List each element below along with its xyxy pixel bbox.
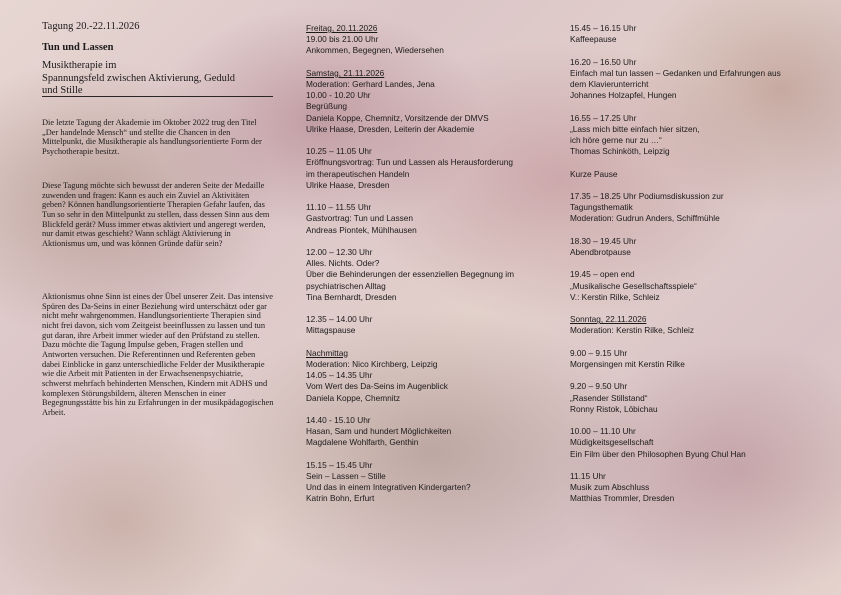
program-line: 16.20 – 16.50 Uhr [570,56,637,67]
program-line: Ankommen, Begegnen, Wiedersehen [306,45,444,56]
program-entry [306,460,550,505]
program-line: 19.45 – open end [570,269,635,280]
program-line: 11.15 Uhr [570,470,606,481]
program-line: Magdalene Wohlfarth, Genthin [306,437,419,448]
program-line [306,348,550,359]
program-line: Thomas Schinköth, Leipzig [570,146,670,157]
program-entry [570,269,815,303]
program-line: Und das in einem Integrativen Kindergarten? [306,482,471,493]
program-line: „Musikalische Gesellschaftsspiele“ [570,280,697,291]
program-line: Daniela Koppe, Chemnitz, Vorsitzende der DMVS [306,112,489,123]
program-entry [306,314,550,336]
program-line: Abendbrotpause [570,246,631,257]
program-line: Sein – Lassen – Stille [306,471,386,481]
conference-date: Tagung 20.-22.11.2026 [42,21,140,32]
program-line: 16.55 – 17.25 Uhr [570,112,637,123]
program-line: Mittagspause [306,325,356,336]
program-entry [570,236,815,258]
program-line: V.: Kerstin Rilke, Schleiz [570,291,660,302]
program-line: Daniela Koppe, Chemnitz [306,392,401,403]
program-line: Moderation: Gerhard Landes, Jena [306,79,435,89]
program-entry [570,426,815,460]
conference-title: Tun und Lassen [42,42,114,53]
program-line: ich höre gerne nur zu …“ [570,135,662,145]
program-entry [570,381,815,415]
program-line: Tina Bernhardt, Dresden [306,291,397,302]
program-line: Hasan, Sam und hundert Möglichkeiten [306,426,452,437]
program-line: 12.35 – 14.00 Uhr [306,314,373,325]
program-entry [306,146,550,191]
program-line: Müdigkeitsgesellschaft [570,437,654,448]
program-entry [306,68,550,135]
program-line: Ein Film über den Philosophen Byung Chul Han [570,448,746,459]
program-line: 10.00 – 11.10 Uhr [570,426,636,437]
program-line: Musik zum Abschluss [570,482,650,493]
program-line: Alles. Nichts. Oder? [306,258,380,269]
conference-subtitle [42,60,274,98]
program-line [570,314,815,325]
program-line: Moderation: Nico Kirchberg, Leipzig [306,359,438,369]
day-heading: Samstag, 21.11.2026 [306,67,385,78]
program-line: Tagungsthematik [570,202,633,213]
program-entry [306,23,550,57]
program-entry [306,247,550,303]
program-entry [306,415,550,449]
program-entry [570,113,815,158]
program-column-saturday-sunday [570,23,815,516]
program-entry [306,348,550,404]
program-line: Ulrike Haase, Dresden, Leiterin der Akademie [306,123,475,134]
program-line: „Rasender Stillstand“ [570,392,648,403]
program-line: Ulrike Haase, Dresden [306,179,390,190]
program-line: 15.15 – 15.45 Uhr [306,459,373,470]
day-heading: Freitag, 20.11.2026 [306,23,378,33]
program-column-friday-saturday [306,23,550,516]
program-line: Eröffnungsvortrag: Tun und Lassen als Herausforderung [306,157,513,168]
intro-paragraph: Die letzte Tagung der Akademie im Oktober 2022 trug den Titel „Der handelnde Mensch“ und stellte die Chancen in den Mittelpunkt, die Musiktherapie als handlungsorientierte Form der Psychotherapie besitzt. [42,118,262,156]
program-entry [570,471,815,505]
program-entry [570,169,815,180]
program-line: Gastvortrag: Tun und Lassen [306,213,414,224]
program-line: Moderation: Kerstin Rilke, Schleiz [570,325,695,336]
program-line: 9.00 – 9.15 Uhr [570,347,628,358]
program-entry [570,191,815,225]
program-line: 19.00 bis 21.00 Uhr [306,34,379,45]
program-line: „Lass mich bitte einfach hier sitzen, [570,123,700,134]
program-line: Kaffeepause [570,34,617,45]
program-line: 15.45 – 16.15 Uhr [570,23,637,33]
question-paragraph: Diese Tagung möchte sich bewusst der anderen Seite der Medaille zuwenden und fragen: Kann es auch ein Zuviel an Aktivitäten geben? Können handlungsorientierte Therapien Gefahr laufen, das Tun so sehr in den Mittelpunkt zu stellen, dass dessen Sinn aus dem Blickfeld gerät? Muss immer etwas aktiviert und angeregt werden, nur damit etwas geschieht? Wann schlägt Aktivierung in Aktionismus um, und was können Gründe dafür sein? [42,181,270,248]
program-line: Über die Behinderungen der essenziellen Begegnung im [306,269,515,280]
program-entry [306,202,550,236]
subtitle-line: Musiktherapie im [42,60,117,71]
program-line: Moderation: Gudrun Anders, Schiffmühle [570,213,720,224]
program-line: Andreas Piontek, Mühlhausen [306,224,417,235]
program-line: 18.30 – 19.45 Uhr [570,235,637,246]
title-divider [42,96,273,97]
program-line [306,68,550,79]
day-heading: Nachmittag [306,347,348,358]
program-line: 9.20 – 9.50 Uhr [570,381,628,392]
program-line: 10.25 – 11.05 Uhr [306,146,372,157]
program-line: 14.05 – 14.35 Uhr [306,370,373,381]
program-line: psychiatrischen Alltag [306,280,386,291]
subtitle-line: und Stille [42,85,83,96]
program-line [306,23,550,34]
program-line: Ronny Ristok, Löbichau [570,403,658,414]
program-line: Vom Wert des Da-Seins im Augenblick [306,381,448,392]
program-line: Matthias Trommler, Dresden [570,493,675,504]
program-line: Einfach mal tun lassen – Gedanken und Erfahrungen aus [570,67,781,78]
program-line: 10.00 - 10.20 Uhr [306,90,371,101]
subtitle-line: Spannungsfeld zwischen Aktivierung, Geduld [42,72,236,84]
program-entry [570,57,815,102]
program-line: dem Klavierunterricht [570,79,649,89]
program-line: 11.10 – 11.55 Uhr [306,202,372,213]
program-line: 17.35 – 18.25 Uhr Podiumsdiskussion zur [570,190,724,201]
program-line: Johannes Holzapfel, Hungen [570,90,677,101]
program-line: Katrin Bohn, Erfurt [306,493,375,504]
program-entry [570,23,815,45]
program-entry [570,314,815,336]
aktionismus-paragraph: Aktionismus ohne Sinn ist eines der Übel unserer Zeit. Das intensive Spüren des Da-Seins in einer Beziehung wird unterschätzt oder gar nicht mehr wahrgenommen. Handlungsorientierte Therapien sind nicht frei davon, sich vom Zeitgeist beeinflussen zu lassen und tun gut daran, ihre Arbeit immer wieder auf den Prüfstand zu stellen. Dazu möchte die Tagung Impulse geben, Fragen stellen und Antworten versuchen. Die Referentinnen und Referenten geben dabei Einblicke in ganz unterschiedliche Felder der Musiktherapie wie die Arbeit mit Patienten in der Erwachsenenpsychiatrie, schwerst mehrfach behinderten Menschen, Kindern mit ADHS und komplexen Störungsbildern, älteren Menschen in einer Begegnungsstätte bis hin zu Erfahrungen in der musikpädagogischen Arbeit. [42,292,274,417]
program-line: 12.00 – 12.30 Uhr [306,247,373,257]
day-heading: Sonntag, 22.11.2026 [570,314,647,325]
program-entry [570,348,815,370]
program-line: Morgensingen mit Kerstin Rilke [570,358,685,369]
program-line: 14.40 - 15.10 Uhr [306,415,371,425]
program-line: Kurze Pause [570,168,618,179]
program-line: Begrüßung [306,101,348,112]
program-line: im therapeutischen Handeln [306,168,410,179]
